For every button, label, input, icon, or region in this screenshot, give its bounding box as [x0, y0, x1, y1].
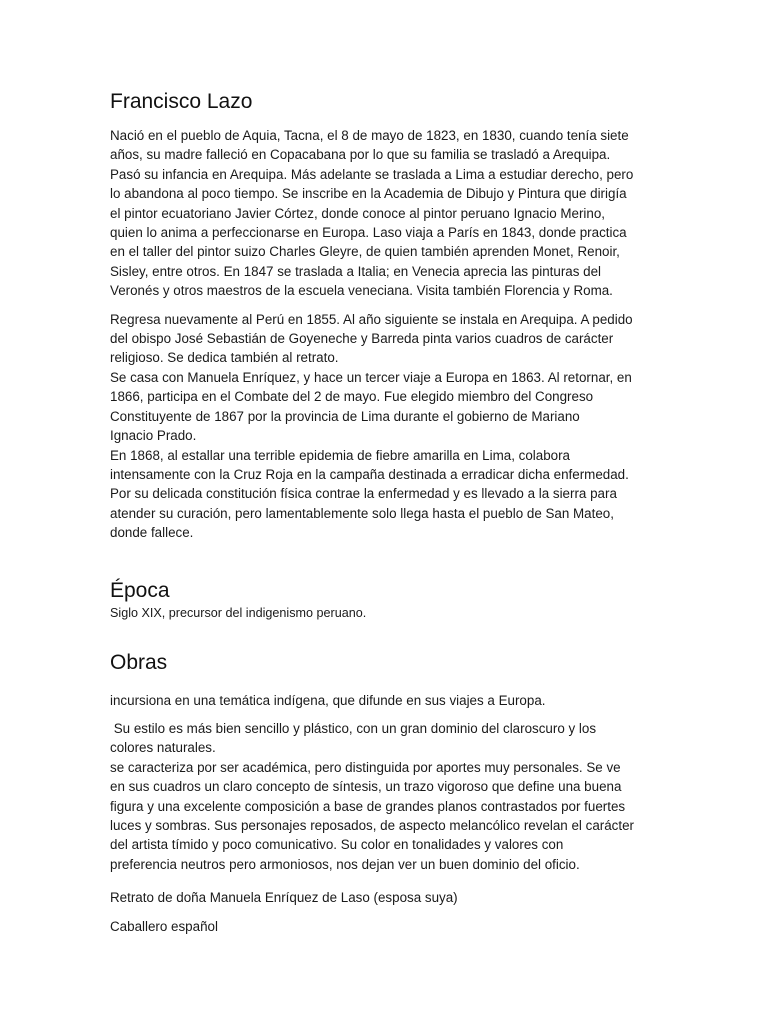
obras-heading: Obras [110, 650, 168, 674]
text-line: religioso. Se dedica también al retrato. [110, 350, 339, 366]
epoca-section [110, 577, 670, 621]
text-line: en el taller del pintor suizo Charles Gleyre, de quien también aprenden Monet, Renoir, [110, 244, 620, 260]
epoca-heading: Época [110, 578, 170, 602]
text-line: del obispo José Sebastián de Goyeneche y Barreda pinta varios cuadros de carácter [110, 331, 614, 347]
obras-intro: incursiona en una temática indígena, que difunde en sus viajes a Europa. [110, 692, 546, 708]
text-line: luces y sombras. Sus personajes reposados, de aspecto melancólico revelan el carácter [110, 817, 634, 833]
text-line: Regresa nuevamente al Perú en 1855. Al año siguiente se instala en Arequipa. A pedido [110, 311, 633, 327]
text-line: Pasó su infancia en Arequipa. Más adelante se traslada a Lima a estudiar derecho, pero [110, 166, 634, 182]
text-line: donde fallece. [110, 525, 194, 541]
text-line: En 1868, al estallar una terrible epidemia de fiebre amarilla en Lima, colabora [110, 447, 571, 463]
work-item: Caballero español [110, 918, 218, 934]
text-line: se caracteriza por ser académica, pero distinguida por aportes muy personales. Se ve [110, 759, 621, 775]
text-line: Constituyente de 1867 por la provincia de Lima durante el gobierno de Mariano [110, 408, 580, 424]
text-line: quien lo anima a perfeccionarse en Europa. Laso viaja a París en 1843, donde practica [110, 225, 627, 241]
text-line: 1866, participa en el Combate del 2 de mayo. Fue elegido miembro del Congreso [110, 389, 594, 405]
epoca-text: Siglo XIX, precursor del indigenismo peruano. [110, 605, 367, 620]
obras-section [110, 649, 670, 936]
text-line: atender su curación, pero lamentablemente solo llega hasta el pueblo de San Mateo, [110, 505, 614, 521]
text-line: Nació en el pueblo de Aquia, Tacna, el 8 de mayo de 1823, en 1830, cuando tenía siete [110, 128, 629, 143]
page-title: Francisco Lazo [110, 90, 253, 113]
text-line: años, su madre falleció en Copacabana por lo que su familia se trasladó a Arequipa. [110, 147, 611, 163]
text-line: intensamente con la Cruz Roja en la campaña destinada a erradicar dicha enfermedad. [110, 466, 629, 482]
text-line: el pintor ecuatoriano Javier Córtez, donde conoce al pintor peruano Ignacio Merino, [110, 205, 606, 221]
text-line: en sus cuadros un claro concepto de síntesis, un trazo vigoroso que define una buena [110, 779, 622, 795]
text-line: Su estilo es más bien sencillo y plástico, con un gran dominio del claroscuro y los [110, 720, 597, 736]
bio-paragraph-2 [110, 310, 670, 543]
text-line: preferencia neutros pero armoniosos, nos dejan ver un buen dominio del oficio. [110, 856, 580, 872]
text-line: Ignacio Prado. [110, 428, 197, 444]
document-page [110, 88, 670, 936]
bio-paragraph-1 [110, 126, 670, 301]
text-line: Veronés y otros maestros de la escuela veneciana. Visita también Florencia y Roma. [110, 283, 613, 299]
text-line: Por su delicada constitución física contrae la enfermedad y es llevado a la sierra para [110, 486, 617, 502]
text-line: Sisley, entre otros. En 1847 se traslada a Italia; en Venecia aprecia las pinturas del [110, 263, 602, 279]
text-line: lo abandona al poco tiempo. Se inscribe en la Academia de Dibujo y Pintura que dirigía [110, 186, 627, 202]
obras-style-paragraph [110, 719, 670, 874]
text-line: figura y una excelente composición a base de grandes planos contrastados por fuertes [110, 798, 626, 814]
text-line: colores naturales. [110, 740, 216, 756]
work-item: Retrato de doña Manuela Enríquez de Laso (esposa suya) [110, 890, 458, 906]
text-line: Se casa con Manuela Enríquez, y hace un tercer viaje a Europa en 1863. Al retornar, en [110, 369, 632, 385]
text-line: del artista tímido y poco comunicativo. Su color en tonalidades y valores con [110, 837, 564, 853]
